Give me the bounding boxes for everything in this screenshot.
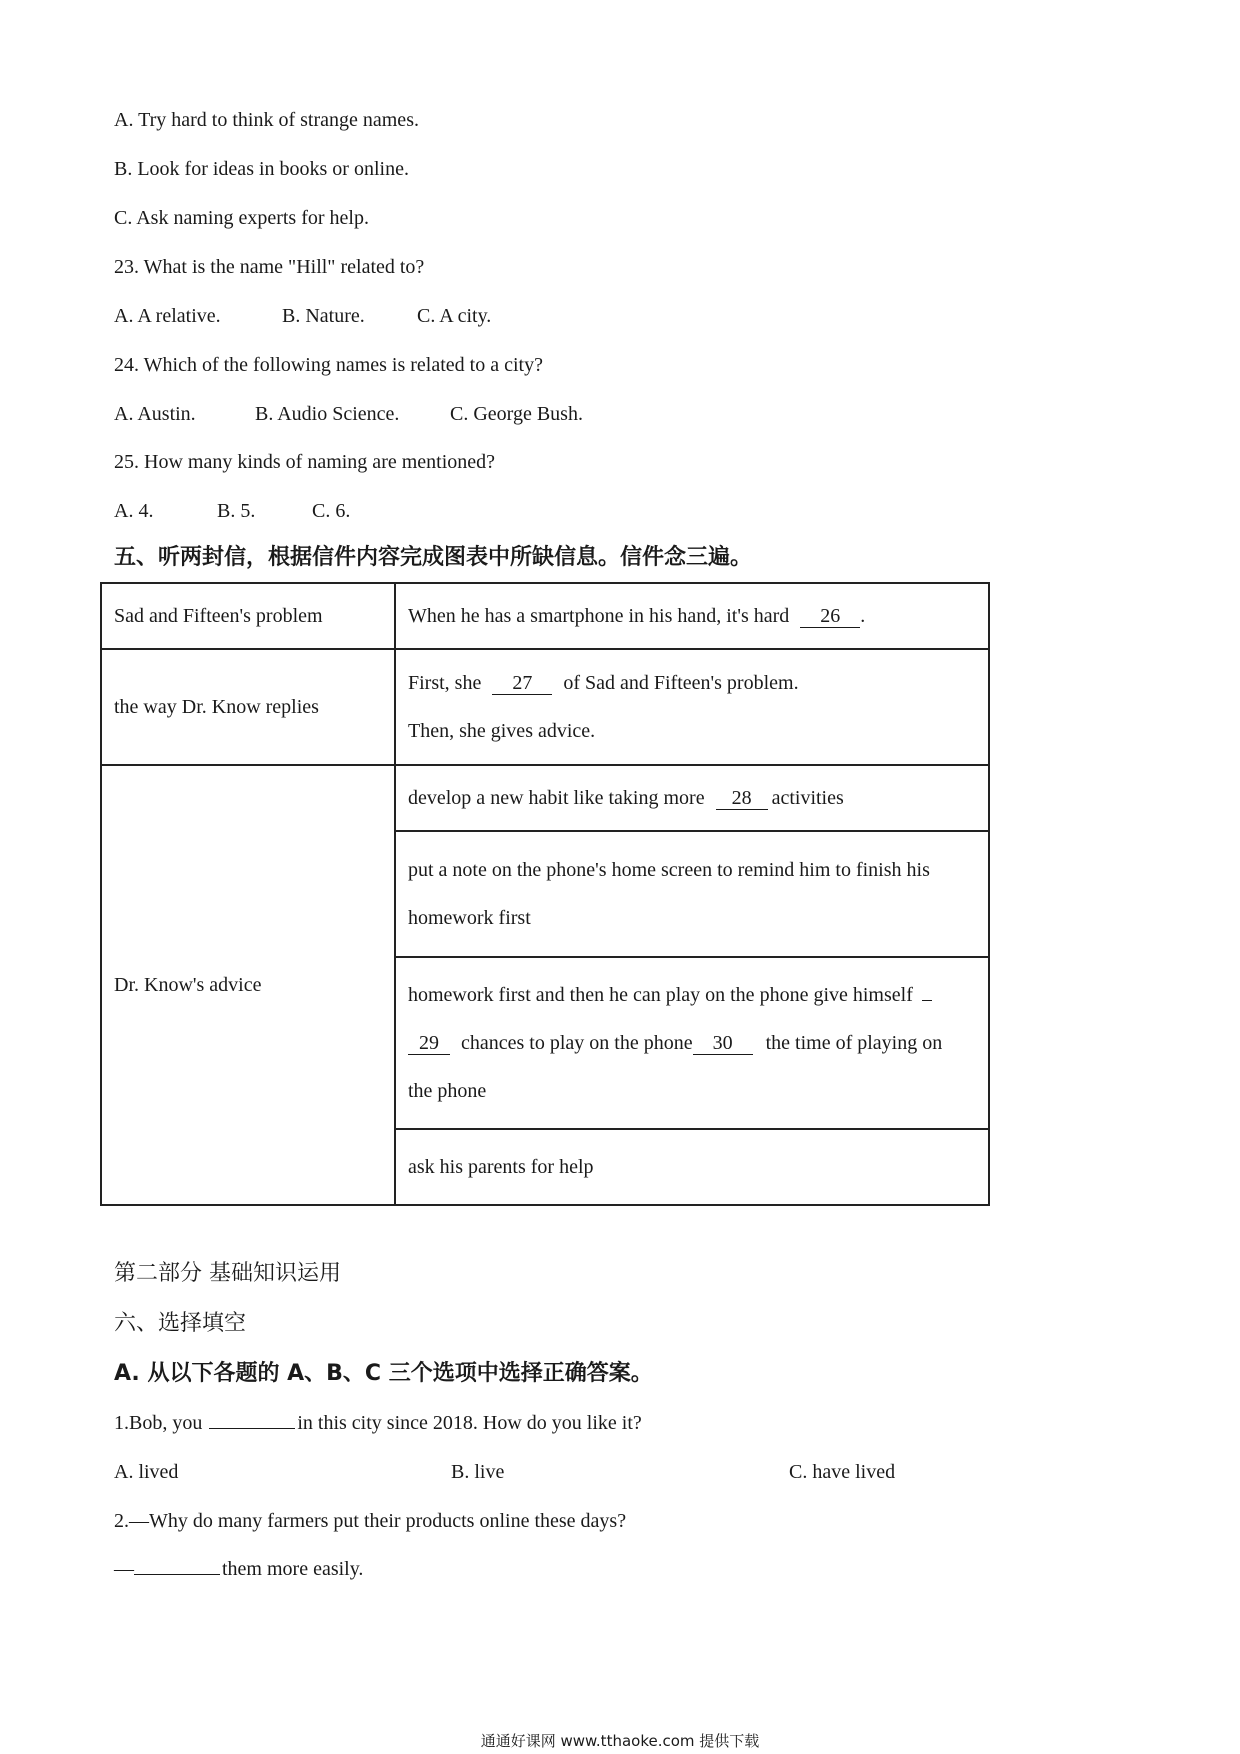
advice1-post: activities (771, 787, 844, 809)
q2-question: 2.—Why do many farmers put their products online these days? (114, 1510, 627, 1532)
row1-text: When he has a smartphone in his hand, it's hard (408, 605, 790, 627)
advice3-line1: homework first and then he can play on the phone give himself (408, 984, 913, 1006)
q23-option-c: C. A city. (417, 305, 492, 327)
q2-answer (114, 1557, 363, 1581)
q23-option-a: A. A relative. (114, 305, 221, 327)
q24-options (114, 402, 583, 426)
q23-question: 23. What is the name "Hill" related to? (114, 256, 425, 278)
table-row-replies (101, 649, 989, 765)
blank-26[interactable]: 26 (800, 605, 860, 628)
advice-list (395, 765, 989, 1205)
advice-item-1 (396, 766, 988, 830)
blank-28[interactable]: 28 (716, 787, 768, 810)
row2-line1-pre: First, she (408, 672, 482, 694)
table-row-advice (101, 765, 989, 1205)
q25-question: 25. How many kinds of naming are mentioned? (114, 451, 496, 473)
q1-pre: 1.Bob, you (114, 1412, 203, 1434)
info-table (100, 582, 990, 1206)
advice4-text: ask his parents for help (408, 1156, 594, 1178)
q1-option-b: B. live (451, 1461, 505, 1483)
table-row-problem (101, 583, 989, 649)
q24-question: 24. Which of the following names is related to a city? (114, 354, 543, 376)
advice-item-4 (396, 1128, 988, 1204)
blank-27[interactable]: 27 (492, 672, 552, 695)
row1-content: When he has a smartphone in his hand, it's hard 26 . (395, 583, 989, 649)
row2-line1-post: of Sad and Fifteen's problem. (563, 672, 799, 694)
row2-line2: Then, she gives advice. (408, 720, 596, 742)
footer-credit: 通通好课网 www.tthaoke.com 提供下载 (480, 1732, 760, 1750)
q25-option-c: C. 6. (312, 500, 351, 522)
q22-option-c: C. Ask naming experts for help. (114, 207, 369, 229)
blank-29[interactable]: 29 (408, 1032, 450, 1055)
q22-option-a: A. Try hard to think of strange names. (114, 109, 419, 131)
advice3-mid: chances to play on the phone (461, 1032, 693, 1054)
advice-item-3 (396, 956, 988, 1128)
q1-blank[interactable] (209, 1428, 295, 1429)
row3-label: Dr. Know's advice (101, 765, 395, 1205)
q24-option-a: A. Austin. (114, 403, 196, 425)
blank-30[interactable]: 30 (693, 1032, 753, 1055)
q1-options (114, 1460, 895, 1484)
part2-heading: 第二部分 基础知识运用 (114, 1261, 341, 1286)
advice2-line1: put a note on the phone's home screen to remind him to finish his (408, 859, 930, 881)
advice-item-2 (396, 830, 988, 956)
q2-answer-pre: — (114, 1558, 134, 1580)
advice1-pre: develop a new habit like taking more (408, 787, 705, 809)
sectionA-heading: A. 从以下各题的 A、B、C 三个选项中选择正确答案。 (114, 1361, 653, 1386)
blank-29-start (922, 1000, 932, 1001)
q2-answer-post: them more easily. (222, 1558, 364, 1580)
q2-blank[interactable] (134, 1574, 220, 1575)
q24-option-b: B. Audio Science. (255, 403, 400, 425)
q25-option-a: A. 4. (114, 500, 154, 522)
advice3-line2-post: the time of playing on (765, 1032, 943, 1054)
advice2-line2: homework first (408, 907, 531, 929)
row2-content (395, 649, 989, 765)
row1-label: Sad and Fifteen's problem (101, 583, 395, 649)
q1-option-a: A. lived (114, 1461, 179, 1483)
q1-question (114, 1411, 642, 1435)
q1-option-c: C. have lived (789, 1461, 896, 1483)
q24-option-c: C. George Bush. (450, 403, 583, 425)
row2-label: the way Dr. Know replies (101, 649, 395, 765)
q1-post: in this city since 2018. How do you like it? (297, 1412, 642, 1434)
advice3-line3: the phone (408, 1080, 487, 1102)
q25-options (114, 499, 350, 523)
q22-option-b: B. Look for ideas in books or online. (114, 158, 409, 180)
section5-heading: 五、听两封信，根据信件内容完成图表中所缺信息。信件念三遍。 (114, 545, 753, 570)
q23-options (114, 304, 491, 328)
q23-option-b: B. Nature. (282, 305, 365, 327)
section6-heading: 六、选择填空 (114, 1311, 247, 1336)
q25-option-b: B. 5. (217, 500, 256, 522)
